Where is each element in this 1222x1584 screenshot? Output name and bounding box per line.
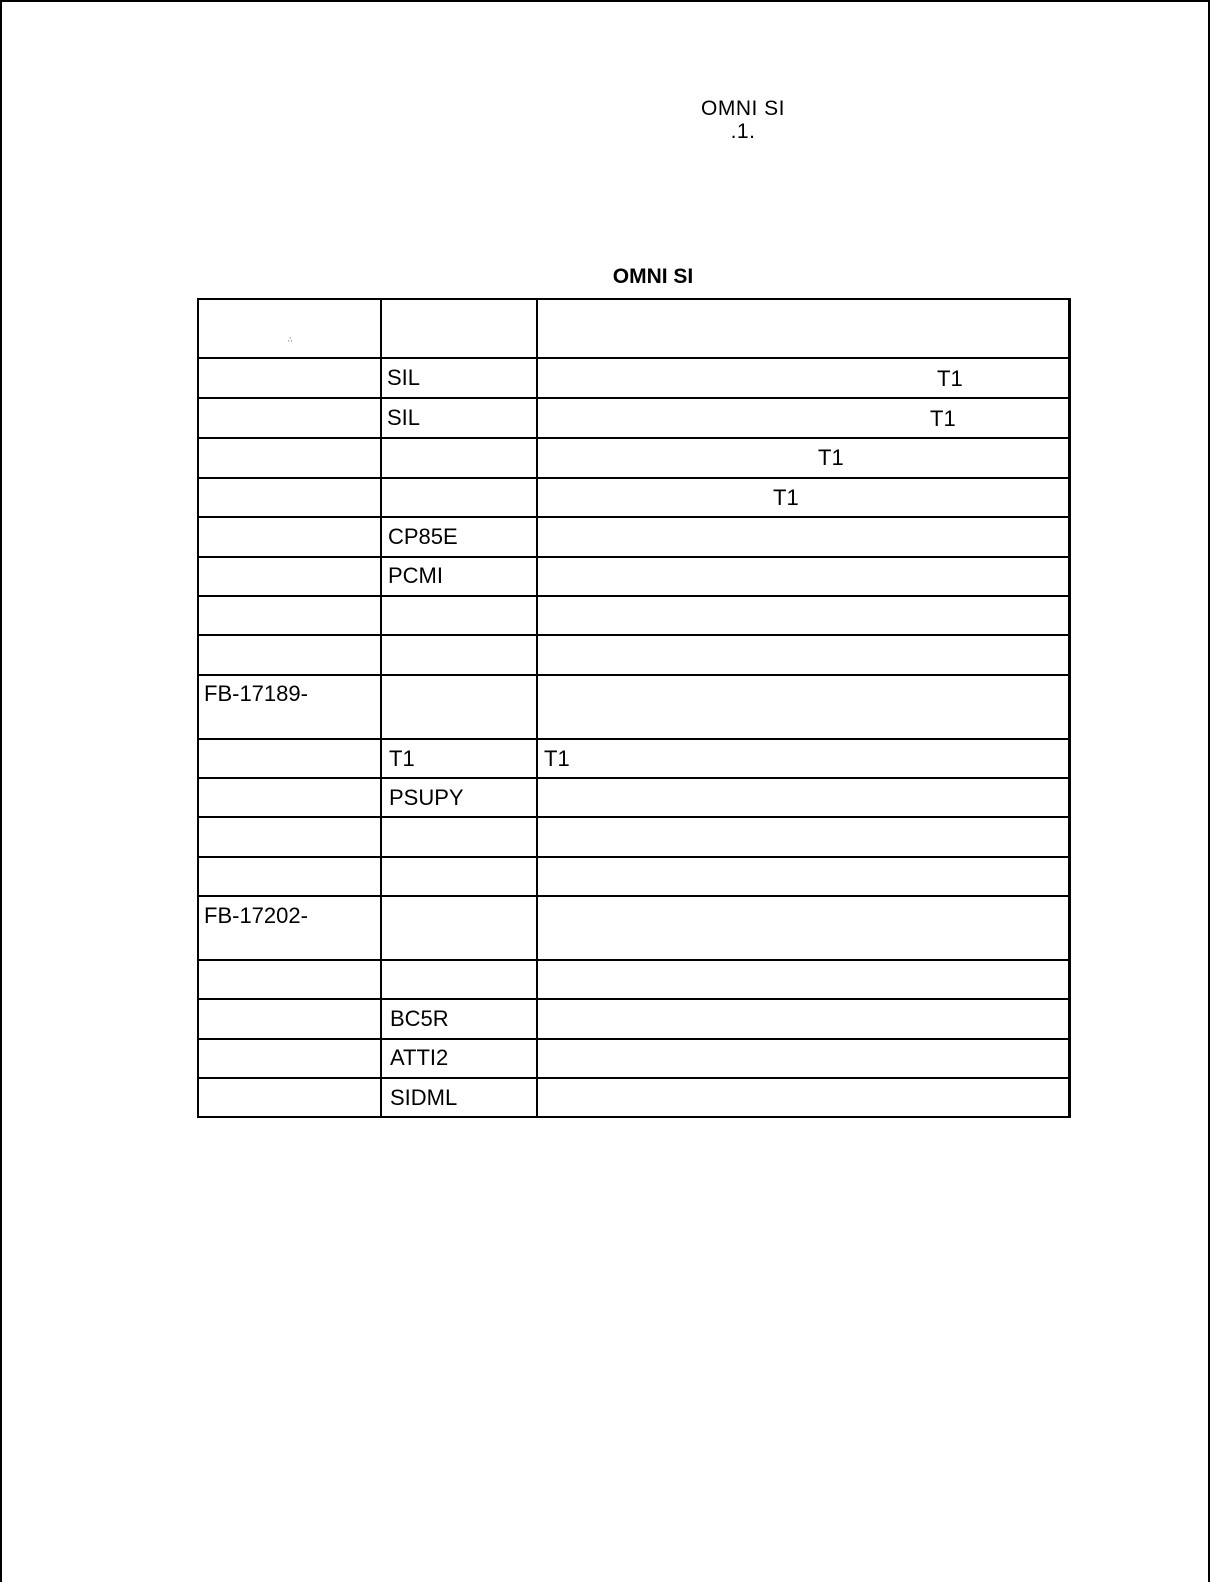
table-cell: ATTI2 [390,1045,449,1070]
table-cell: PSUPY [389,785,464,810]
table-title: OMNI SI [612,265,694,288]
table-cell: FB-17202- [204,903,308,928]
table-cell: T1 [818,445,844,470]
table-cell: T1 [544,746,570,771]
header-mark: ∴ [288,337,293,344]
table-cell: SIDML [390,1085,458,1110]
table-cell: BC5R [390,1006,449,1031]
document-header-title: OMNI SI [700,97,786,120]
table-cell: T1 [773,485,799,510]
table-cell: T1 [930,406,956,431]
table-cell: SIL [387,405,421,430]
table-cell: SIL [387,365,421,390]
document-header-section-number: .1. [730,120,756,143]
table-cell: T1 [389,746,415,771]
table-cell: T1 [937,366,963,391]
table-cell: CP85E [388,524,458,549]
table-cell: FB-17189- [204,681,308,706]
table-cell: PCMI [388,563,443,588]
